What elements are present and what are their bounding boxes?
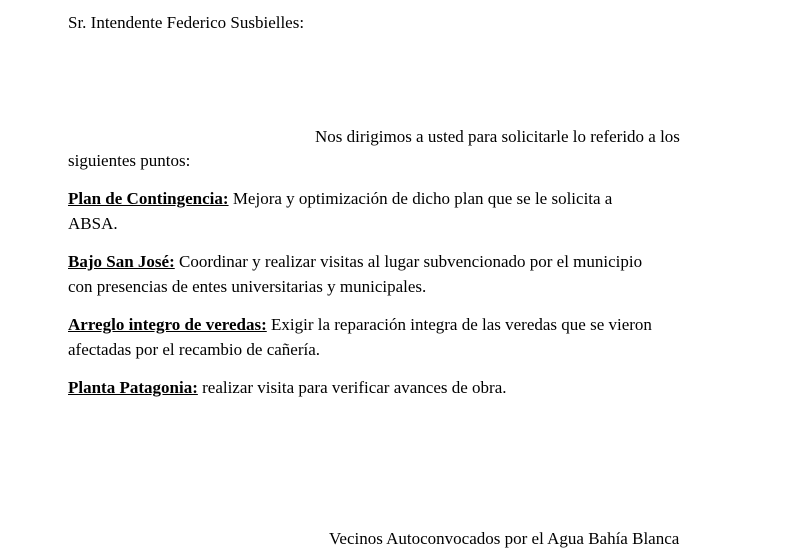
point-label: Plan de Contingencia: <box>68 189 229 208</box>
point-arreglo-veredas <box>68 312 728 362</box>
point-text: Exigir la reparación integra de las veredas que se vieron <box>266 315 652 334</box>
point-label: Planta Patagonia: <box>68 378 198 397</box>
point-text-continuation: afectadas por el recambio de cañería. <box>68 340 321 359</box>
signature: Vecinos Autoconvocados por el Agua Bahía Blanca <box>329 529 680 548</box>
point-label: Bajo San José: <box>68 252 175 271</box>
point-label: Arreglo integro de veredas: <box>68 315 267 334</box>
intro-continuation: siguientes puntos: <box>68 151 191 170</box>
point-planta-patagonia <box>68 375 728 400</box>
point-text-continuation: con presencias de entes universitarias y municipales. <box>68 277 427 296</box>
point-text: realizar visita para verificar avances de obra. <box>197 378 507 397</box>
point-text-continuation: ABSA. <box>68 214 118 233</box>
intro-first-line: Nos dirigimos a usted para solicitarle lo referido a los <box>315 127 680 146</box>
point-bajo-san-jose <box>68 249 728 299</box>
point-text: Mejora y optimización de dicho plan que se le solicita a <box>228 189 613 208</box>
point-plan-contingencia <box>68 186 728 236</box>
addressee: Sr. Intendente Federico Susbielles: <box>68 13 305 32</box>
point-text: Coordinar y realizar visitas al lugar subvencionado por el municipio <box>174 252 643 271</box>
